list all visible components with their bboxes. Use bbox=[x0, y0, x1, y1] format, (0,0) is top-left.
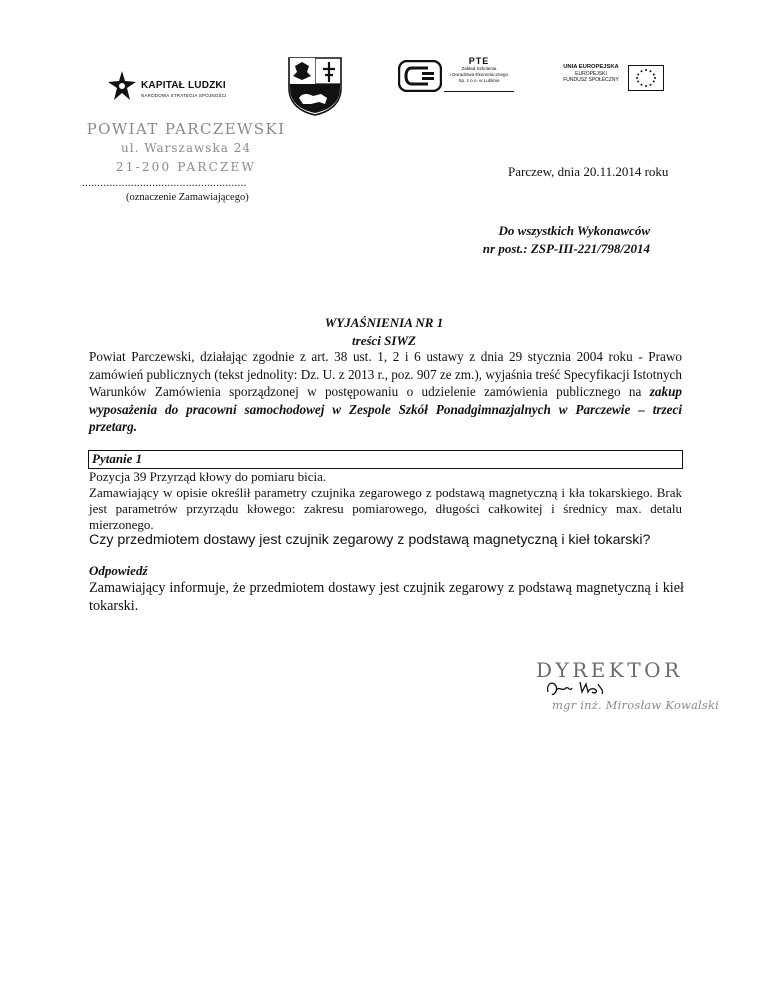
question-label: Pytanie 1 bbox=[92, 451, 143, 466]
intro-paragraph bbox=[89, 348, 682, 436]
zamawiajacy-stamp bbox=[86, 120, 286, 178]
intro-text: Powiat Parczewski, działając zgodnie z art. 38 ust. 1, 2 i 6 ustawy z dnia 29 stycznia 2004 roku - Prawo zamówień publicznych (tekst jednolity: Dz. U. z 2013 r., poz. 907 ze zm.), wyjaśnia treść Specyfikacji Istotnych Warunków Zamówienia sporządzonej w postępowaniu o udzielenie zamówienia publicznego na bbox=[89, 349, 682, 400]
eu-logo bbox=[556, 64, 668, 96]
document-heading bbox=[0, 314, 768, 350]
kapital-ludzki-star-icon bbox=[107, 70, 137, 104]
addressee-block bbox=[483, 222, 650, 258]
handwritten-signature bbox=[542, 674, 612, 700]
question-description: Zamawiający w opisie określił parametry czujnika zegarowego z podstawą magnetyczną i kła tokarskiego. Brak jest parametrów przyrządu kłowego: zakresu pomiarowego, długości całkowitej i średnicy max. detalu mierzonego. bbox=[89, 485, 682, 532]
coat-of-arms-icon bbox=[285, 54, 345, 116]
kapital-ludzki-logo bbox=[107, 70, 277, 108]
stamp-line1: POWIAT PARCZEWSKI bbox=[86, 120, 286, 138]
eu-line1: UNIA EUROPEJSKA bbox=[563, 64, 619, 70]
stamp-line3: 21-200 PARCZEW bbox=[115, 160, 257, 174]
question-body bbox=[89, 469, 682, 533]
question-label-box bbox=[88, 450, 683, 469]
pte-divider bbox=[444, 91, 514, 92]
stamp-caption: (oznaczenie Zamawiającego) bbox=[126, 192, 249, 203]
pte-line3: Sp. z o.o. w Lublinie bbox=[458, 78, 500, 83]
kapital-ludzki-subtitle: NARODOWA STRATEGIA SPÓJNOŚCI bbox=[141, 93, 227, 98]
pte-line1: Zakład Szkolenia bbox=[461, 66, 497, 71]
addressee-reference-number: nr post.: ZSP-III-221/798/2014 bbox=[482, 241, 650, 256]
question-line1: Pozycja 39 Przyrząd kłowy do pomiaru bicia. bbox=[89, 469, 327, 484]
pte-title: PTE bbox=[468, 56, 490, 66]
eu-line3: FUNDUSZ SPOŁECZNY bbox=[563, 77, 619, 83]
signer-name: mgr inż. Mirosław Kowalski bbox=[552, 698, 720, 712]
question-ask: Czy przedmiotem dostawy jest czujnik zegarowy z podstawą magnetyczną i kieł tokarski? bbox=[89, 532, 651, 548]
stamp-line2: ul. Warszawska 24 bbox=[121, 141, 251, 155]
intro-subject-emphasis: zakup wyposażenia do pracowni samochodowej w Zespole Szkół Ponadgimnazjalnych w Parczewie – trzeci przetarg. bbox=[89, 384, 682, 435]
heading-subtitle: treści SIWZ bbox=[352, 333, 416, 348]
place-date: Parczew, dnia 20.11.2014 roku bbox=[508, 164, 669, 179]
eu-text bbox=[556, 64, 626, 84]
eu-line2: EUROPEJSKI bbox=[575, 70, 607, 77]
pte-text bbox=[444, 56, 514, 84]
pte-logo bbox=[398, 56, 516, 96]
eu-flag-icon bbox=[628, 65, 664, 91]
kapital-ludzki-title: KAPITAŁ LUDZKI bbox=[141, 80, 226, 91]
answer-label: Odpowiedź bbox=[89, 563, 148, 578]
director-title: DYREKTOR bbox=[536, 658, 683, 682]
pte-emblem-icon bbox=[398, 60, 442, 92]
addressee-line1: Do wszystkich Wykonawców bbox=[498, 223, 650, 238]
answer-text: Zamawiający informuje, że przedmiotem dostawy jest czujnik zegarowy z podstawą magnetyczną i kieł tokarski. bbox=[89, 580, 684, 614]
stamp-dotted-line: ...................................................... bbox=[82, 177, 247, 189]
heading-title: WYJAŚNIENIA NR 1 bbox=[324, 315, 444, 330]
pte-line2: i Doradztwa Ekonomicznego bbox=[449, 72, 509, 77]
